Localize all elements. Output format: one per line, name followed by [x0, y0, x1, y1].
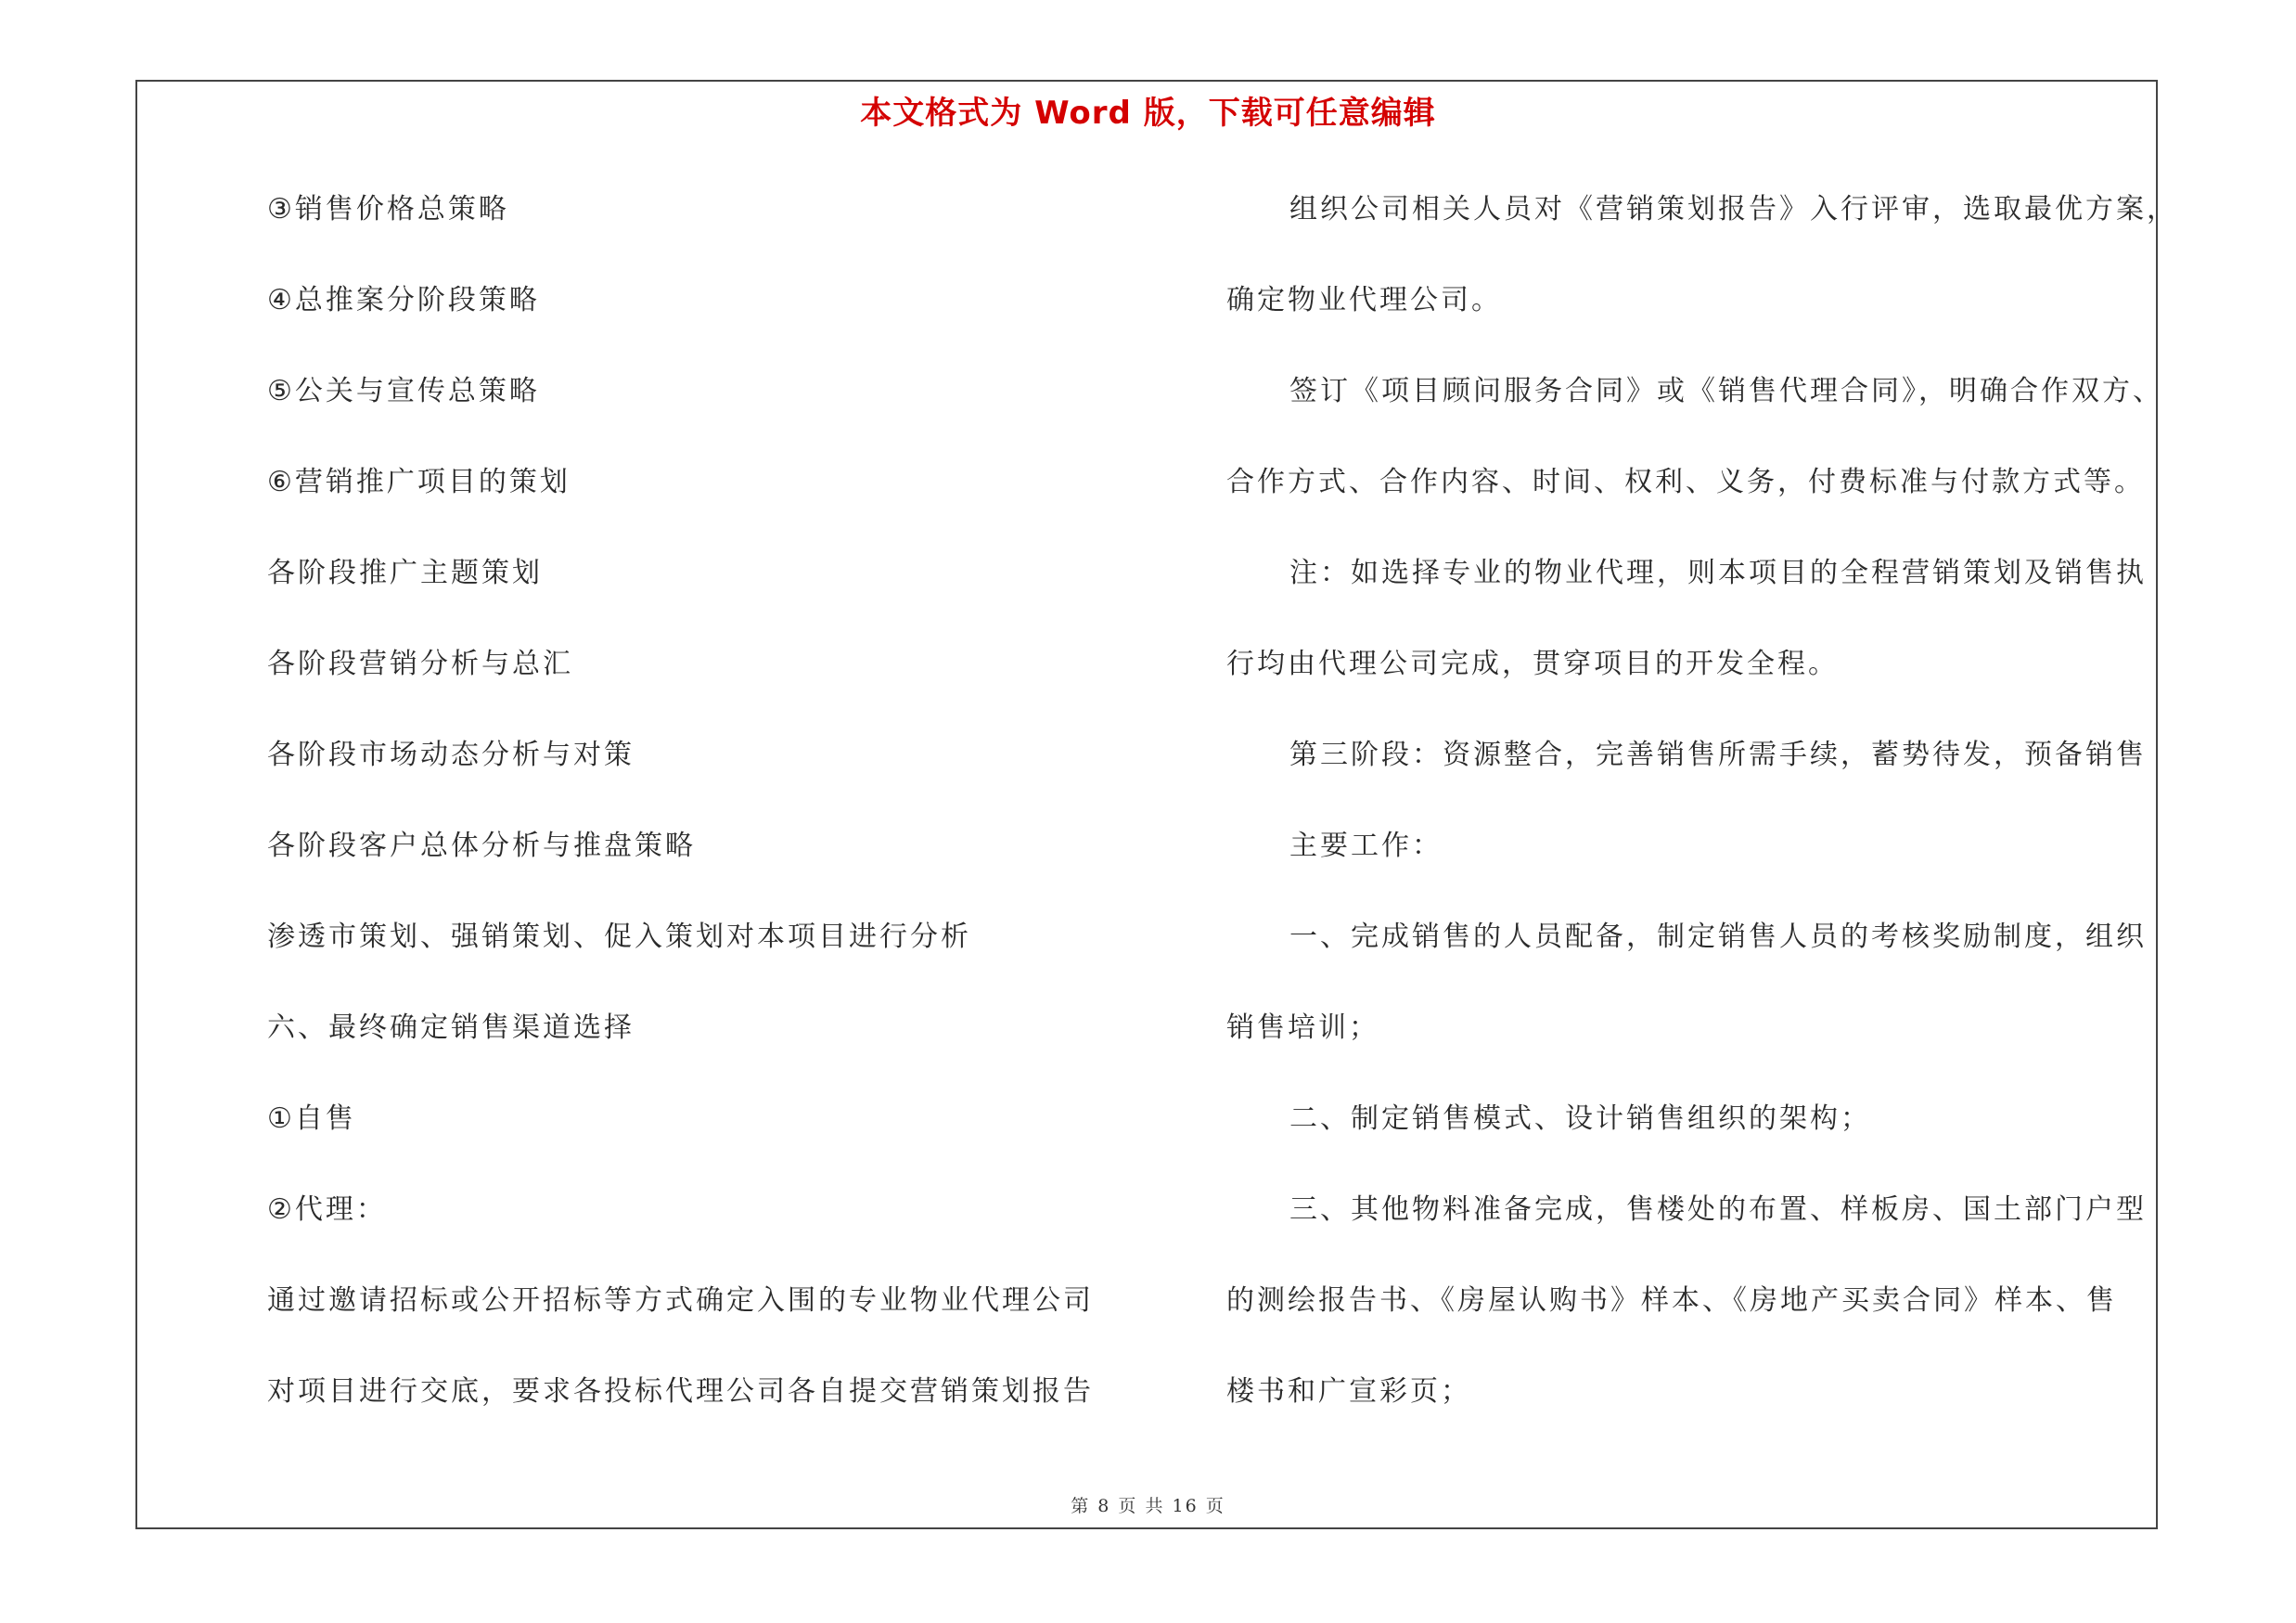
left-line: 各阶段推广主题策划	[267, 557, 543, 589]
left-line: 各阶段营销分析与总汇	[267, 648, 573, 680]
left-line: 各阶段客户总体分析与推盘策略	[267, 830, 696, 862]
left-line: 对项目进行交底，要求各投标代理公司各自提交营销策划报告	[267, 1375, 1094, 1408]
left-line: 六、最终确定销售渠道选择	[267, 1011, 635, 1044]
right-line: 组织公司相关人员对《营销策划报告》入行评审，选取最优方案，	[1289, 193, 2177, 225]
right-line: 签订《项目顾问服务合同》或《销售代理合同》，明确合作双方、	[1289, 375, 2163, 407]
format-banner: 本文格式为 Word 版，下载可任意编辑	[860, 95, 1436, 132]
right-line: 的测绘报告书、《房屋认购书》样本、《房地产买卖合同》样本、售	[1226, 1284, 2117, 1317]
right-line: 二、制定销售模式、设计销售组织的架构；	[1289, 1102, 1871, 1135]
right-line: 主要工作：	[1289, 830, 1443, 862]
right-line: 注：如选择专业的物业代理，则本项目的全程营销策划及销售执	[1289, 557, 2147, 589]
right-line: 三、其他物料准备完成，售楼处的布置、样板房、国土部门户型	[1289, 1193, 2147, 1226]
page-number-footer: 第 8 页 共 16 页	[1071, 1496, 1225, 1516]
left-line: ①自售	[267, 1102, 356, 1135]
left-column	[267, 182, 1158, 1455]
left-line: ⑤公关与宣传总策略	[267, 375, 540, 407]
left-line: ⑥营销推广项目的策划	[267, 466, 571, 498]
right-line: 销售培训；	[1226, 1011, 1379, 1044]
right-line: 楼书和广宣彩页；	[1226, 1375, 1471, 1408]
left-line: ②代理：	[267, 1193, 387, 1226]
right-line: 第三阶段：资源整合，完善销售所需手续，蓄势待发，预备销售	[1289, 739, 2147, 771]
right-column	[1226, 182, 2177, 1455]
left-line: 渗透市策划、强销策划、促入策划对本项目进行分析	[267, 921, 971, 953]
right-line: 确定物业代理公司。	[1226, 284, 1502, 316]
right-line: 合作方式、合作内容、时间、权利、义务，付费标准与付款方式等。	[1226, 466, 2145, 498]
left-line: 各阶段市场动态分析与对策	[267, 739, 635, 771]
right-line: 一、完成销售的人员配备，制定销售人员的考核奖励制度，组织	[1289, 921, 2147, 953]
left-line: ④总推案分阶段策略	[267, 284, 540, 316]
left-line: 通过邀请招标或公开招标等方式确定入围的专业物业代理公司	[267, 1284, 1094, 1317]
right-line: 行均由代理公司完成，贯穿项目的开发全程。	[1226, 648, 1839, 680]
left-line: ③销售价格总策略	[267, 193, 509, 225]
